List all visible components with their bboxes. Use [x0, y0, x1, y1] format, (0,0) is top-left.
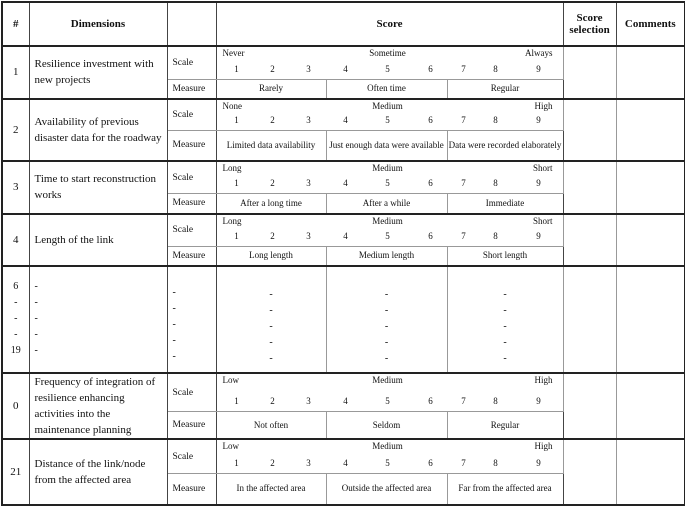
- scale-number: 7: [461, 64, 466, 74]
- row-number: 0: [2, 373, 29, 439]
- scoring-table: [1, 1, 685, 506]
- scale-number: 5: [385, 396, 390, 407]
- scale-number: 5: [385, 64, 390, 74]
- scale-ruler: [217, 374, 563, 411]
- row-number: 4: [2, 214, 29, 267]
- comments-cell[interactable]: [616, 161, 685, 214]
- scale-ruler: [217, 47, 563, 79]
- scale-label: Scale: [167, 46, 216, 80]
- scale-number: 1: [234, 114, 239, 125]
- scale-number: 7: [461, 178, 466, 188]
- ellipsis-item: -: [172, 351, 176, 362]
- ellipsis-item: -: [269, 353, 273, 364]
- dimension-name: Frequency of integration of resilience enhancing activities into the maintenance planning: [29, 373, 167, 439]
- scale-number: 1: [234, 458, 239, 468]
- scale-number: 1: [234, 396, 239, 407]
- scale-low-label: None: [222, 100, 242, 111]
- scale-number: 9: [536, 458, 541, 468]
- measure-label: Measure: [167, 194, 216, 214]
- ellipsis-item: -: [503, 321, 507, 332]
- scale-mid-label: Medium: [372, 441, 403, 451]
- table-row: [2, 161, 685, 194]
- ellipsis-item: -: [34, 329, 38, 340]
- scale-number: 2: [270, 114, 275, 125]
- table-row: [2, 46, 685, 80]
- scale-number: 9: [536, 114, 541, 125]
- measure-3: Far from the affected area: [447, 474, 563, 505]
- scale-cell: [216, 46, 563, 80]
- score-selection-cell[interactable]: [563, 266, 616, 373]
- header-row: [2, 2, 685, 46]
- ellipsis-item: -: [172, 303, 176, 314]
- ellipsis-labels: [167, 266, 216, 373]
- scale-number: 3: [306, 114, 311, 125]
- ellipsis-row: [2, 266, 685, 373]
- score-selection-cell[interactable]: [563, 373, 616, 439]
- scale-number: 2: [270, 64, 275, 74]
- ellipsis-item: -: [384, 289, 389, 300]
- scale-number: 4: [343, 178, 348, 188]
- header-num: #: [2, 2, 29, 46]
- measure-3: Regular: [447, 412, 563, 439]
- scale-number: 6: [428, 458, 433, 468]
- measure-2: Medium length: [326, 246, 447, 266]
- score-selection-cell[interactable]: [563, 99, 616, 162]
- measure-2: After a while: [326, 194, 447, 214]
- measure-3: Data were recorded elaborately: [447, 130, 563, 161]
- scale-high-label: High: [534, 100, 553, 111]
- ellipsis-item: -: [172, 287, 176, 298]
- ellipsis-dims: [29, 266, 167, 373]
- ellipsis-item: -: [34, 313, 38, 324]
- ellipsis-item: -: [14, 329, 18, 340]
- scale-number: 2: [270, 178, 275, 188]
- comments-cell[interactable]: [616, 439, 685, 505]
- ellipsis-item: -: [384, 353, 389, 364]
- ellipsis-item: -: [269, 289, 273, 300]
- measure-2: Outside the affected area: [326, 474, 447, 505]
- dimension-name: Resilience investment with new projects: [29, 46, 167, 99]
- scale-number: 7: [461, 230, 466, 241]
- scale-mid-label: Medium: [372, 100, 403, 111]
- comments-cell[interactable]: [616, 214, 685, 267]
- scale-number: 7: [461, 458, 466, 468]
- scale-number: 5: [385, 114, 390, 125]
- score-selection-cell[interactable]: [563, 46, 616, 99]
- scale-label: Scale: [167, 373, 216, 412]
- scale-high-label: Short: [533, 163, 553, 173]
- scale-number: 8: [493, 458, 498, 468]
- ellipsis-col2: [326, 266, 447, 373]
- scale-ruler: [217, 100, 563, 130]
- scale-mid-label: Medium: [372, 163, 403, 173]
- dimension-name: Availability of previous disaster data for the roadway: [29, 99, 167, 162]
- dimension-name: Distance of the link/node from the affected area: [29, 439, 167, 505]
- header-blank: [167, 2, 216, 46]
- score-selection-cell[interactable]: [563, 439, 616, 505]
- scale-low-label: Long: [222, 163, 242, 173]
- measure-2: Just enough data were available: [326, 130, 447, 161]
- ellipsis-col3: [447, 266, 563, 373]
- scale-number: 1: [234, 230, 239, 241]
- ellipsis-item: -: [14, 313, 18, 324]
- ellipsis-item: -: [269, 337, 273, 348]
- measure-label: Measure: [167, 130, 216, 161]
- scale-number: 6: [428, 178, 433, 188]
- scale-cell: [216, 439, 563, 474]
- scale-number: 1: [234, 178, 239, 188]
- ellipsis-item: -: [172, 335, 176, 346]
- ellipsis-item: -: [503, 337, 507, 348]
- measure-1: After a long time: [216, 194, 326, 214]
- ellipsis-item: -: [503, 289, 507, 300]
- measure-1: Long length: [216, 246, 326, 266]
- scale-number: 5: [385, 458, 390, 468]
- scale-number: 3: [306, 64, 311, 74]
- scale-label: Scale: [167, 99, 216, 131]
- scale-number: 5: [385, 178, 390, 188]
- ellipsis-nums: [2, 266, 29, 373]
- scale-number: 3: [306, 230, 311, 241]
- ellipsis-item: -: [269, 305, 273, 316]
- scale-label: Scale: [167, 214, 216, 247]
- measure-2: Often time: [326, 80, 447, 99]
- scale-number: 6: [428, 114, 433, 125]
- scale-ruler: [217, 440, 563, 473]
- scale-number: 7: [461, 114, 466, 125]
- ellipsis-item: -: [269, 321, 273, 332]
- measure-1: In the affected area: [216, 474, 326, 505]
- ellipsis-item: -: [384, 321, 389, 332]
- scale-number: 9: [536, 64, 541, 74]
- scale-number: 6: [428, 230, 433, 241]
- scale-mid-label: Sometime: [369, 48, 406, 58]
- header-score-selection: Score selection: [563, 2, 616, 46]
- scale-low-label: Low: [222, 375, 239, 386]
- comments-cell[interactable]: [616, 99, 685, 162]
- scale-number: 5: [385, 230, 390, 241]
- ellipsis-item: 6: [13, 281, 19, 292]
- ellipsis-item: -: [503, 353, 507, 364]
- measure-3: Regular: [447, 80, 563, 99]
- ellipsis-item: -: [384, 337, 389, 348]
- table-row: [2, 99, 685, 131]
- scale-mid-label: Medium: [372, 375, 403, 386]
- table-row: [2, 214, 685, 247]
- ellipsis-item: 19: [10, 345, 21, 356]
- scale-label: Scale: [167, 439, 216, 474]
- row-number: 21: [2, 439, 29, 505]
- scale-number: 9: [536, 178, 541, 188]
- scale-number: 4: [343, 458, 348, 468]
- scale-number: 3: [306, 178, 311, 188]
- measure-label: Measure: [167, 80, 216, 99]
- scale-number: 6: [428, 396, 433, 407]
- measure-1: Rarely: [216, 80, 326, 99]
- ellipsis-item: -: [384, 305, 389, 316]
- scale-low-label: Low: [222, 441, 239, 451]
- scale-number: 2: [270, 396, 275, 407]
- scale-cell: [216, 214, 563, 247]
- scale-number: 9: [536, 230, 541, 241]
- measure-label: Measure: [167, 412, 216, 439]
- ellipsis-item: -: [34, 281, 38, 292]
- dimension-name: Time to start reconstruction works: [29, 161, 167, 214]
- scale-number: 7: [461, 396, 466, 407]
- measure-label: Measure: [167, 474, 216, 505]
- ellipsis-item: -: [503, 305, 507, 316]
- scale-label: Scale: [167, 161, 216, 194]
- scale-cell: [216, 161, 563, 194]
- measure-3: Immediate: [447, 194, 563, 214]
- ellipsis-item: -: [34, 297, 38, 308]
- ellipsis-item: -: [172, 319, 176, 330]
- scale-number: 2: [270, 458, 275, 468]
- score-selection-cell[interactable]: [563, 161, 616, 214]
- scale-number: 8: [493, 178, 498, 188]
- comments-cell[interactable]: [616, 46, 685, 99]
- scale-number: 8: [493, 114, 498, 125]
- scale-high-label: High: [534, 441, 553, 451]
- scale-low-label: Long: [222, 215, 242, 226]
- scale-number: 9: [536, 396, 541, 407]
- measure-1: Limited data availability: [216, 130, 326, 161]
- measure-2: Seldom: [326, 412, 447, 439]
- scale-number: 3: [306, 458, 311, 468]
- measure-3: Short length: [447, 246, 563, 266]
- scale-ruler: [217, 162, 563, 193]
- scale-cell: [216, 99, 563, 131]
- row-number: 2: [2, 99, 29, 162]
- score-selection-cell[interactable]: [563, 214, 616, 267]
- header-dimensions: Dimensions: [29, 2, 167, 46]
- header-comments: Comments: [616, 2, 685, 46]
- scale-number: 1: [234, 64, 239, 74]
- scale-number: 4: [343, 64, 348, 74]
- scale-number: 8: [493, 64, 498, 74]
- scale-ruler: [217, 215, 563, 246]
- measure-label: Measure: [167, 246, 216, 266]
- scale-number: 8: [493, 396, 498, 407]
- scale-cell: [216, 373, 563, 412]
- ellipsis-item: -: [14, 297, 18, 308]
- scale-number: 3: [306, 396, 311, 407]
- scale-number: 4: [343, 114, 348, 125]
- scale-low-label: Never: [222, 48, 245, 58]
- comments-cell[interactable]: [616, 373, 685, 439]
- scale-number: 6: [428, 64, 433, 74]
- scale-mid-label: Medium: [372, 215, 403, 226]
- scale-number: 4: [343, 230, 348, 241]
- table-row: [2, 439, 685, 474]
- scale-number: 2: [270, 230, 275, 241]
- row-number: 1: [2, 46, 29, 99]
- ellipsis-col1: [216, 266, 326, 373]
- scale-number: 4: [343, 396, 348, 407]
- measure-1: Not often: [216, 412, 326, 439]
- dimension-name: Length of the link: [29, 214, 167, 267]
- table-row: [2, 373, 685, 412]
- scale-high-label: High: [534, 375, 553, 386]
- row-number: 3: [2, 161, 29, 214]
- comments-cell[interactable]: [616, 266, 685, 373]
- scale-number: 8: [493, 230, 498, 241]
- header-score: Score: [216, 2, 563, 46]
- scale-high-label: Always: [525, 48, 553, 58]
- scale-high-label: Short: [533, 215, 553, 226]
- ellipsis-item: -: [34, 345, 38, 356]
